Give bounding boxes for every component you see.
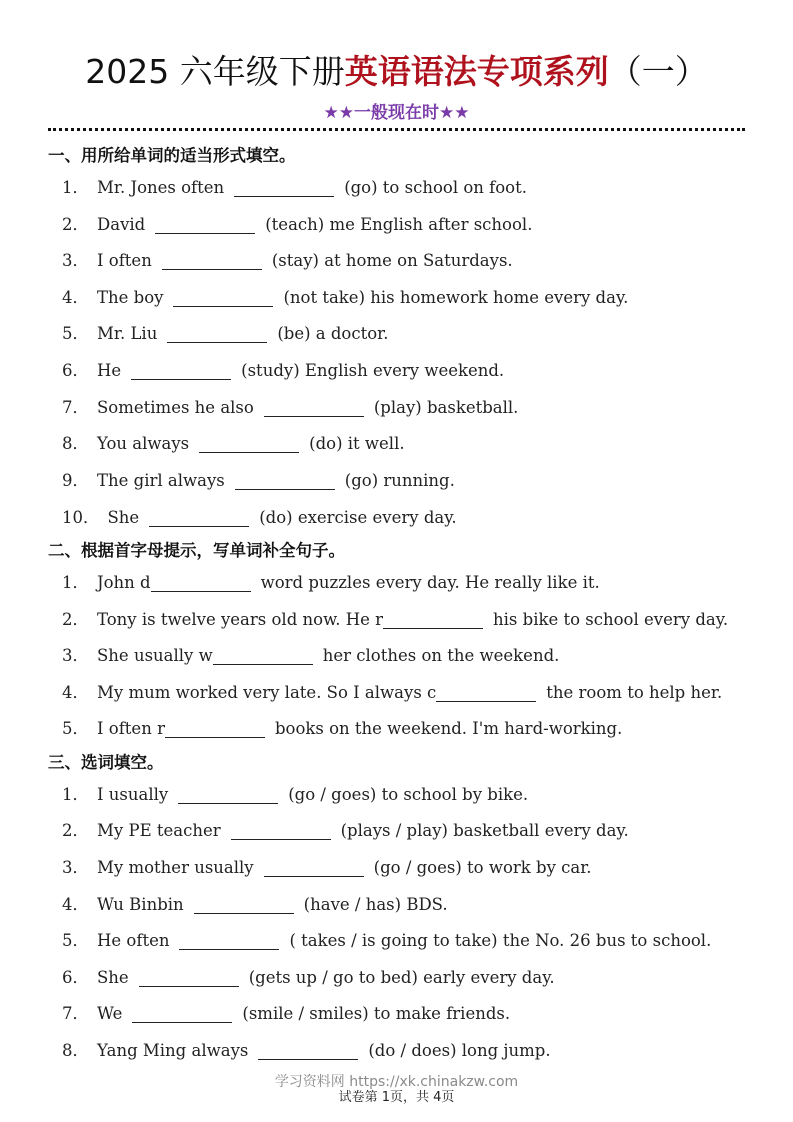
section-1-heading: 一、用所给单词的适当形式填空。	[48, 146, 296, 165]
item-number: 3．	[62, 251, 89, 270]
exercise-item	[62, 783, 528, 807]
item-text-after: his bike to school every day.	[493, 610, 729, 629]
answer-blank[interactable]	[151, 590, 251, 592]
answer-blank[interactable]	[165, 736, 265, 738]
item-text-after: her clothes on the weekend.	[322, 646, 560, 665]
answer-blank[interactable]	[213, 663, 313, 665]
exercise-item	[62, 571, 600, 595]
item-number: 6．	[62, 361, 89, 380]
answer-blank[interactable]	[167, 341, 267, 343]
answer-blank[interactable]	[383, 627, 483, 629]
answer-blank[interactable]	[155, 232, 255, 234]
item-text-before: He	[97, 361, 122, 380]
title-prefix: 2025 六年级下册	[85, 52, 345, 91]
item-text-before: You always	[97, 434, 190, 453]
item-number: 2．	[62, 215, 89, 234]
page-footer: 试卷第 1页，共 4页	[338, 1090, 455, 1105]
answer-blank[interactable]	[264, 415, 364, 417]
item-number: 3．	[62, 646, 89, 665]
exercise-item	[62, 432, 405, 456]
item-text-after: (smile / smiles) to make friends.	[242, 1004, 511, 1023]
item-number: 1．	[62, 573, 89, 592]
item-text-after: (go) to school on foot.	[344, 178, 527, 197]
item-text-after: (have / has) BDS.	[303, 895, 448, 914]
exercise-item	[62, 717, 622, 741]
exercise-item	[62, 176, 527, 200]
exercise-item	[62, 1002, 510, 1026]
item-text-after: (go / goes) to work by car.	[373, 858, 592, 877]
exercise-item	[62, 681, 722, 705]
item-number: 5．	[62, 719, 89, 738]
exercise-item	[62, 608, 728, 632]
item-text-after: (stay) at home on Saturdays.	[271, 251, 513, 270]
item-text-before: Mr. Jones often	[97, 178, 225, 197]
answer-blank[interactable]	[231, 838, 331, 840]
item-text-after: (go / goes) to school by bike.	[288, 785, 529, 804]
exercise-item	[62, 286, 628, 310]
item-text-before: Yang Ming always	[97, 1041, 249, 1060]
answer-blank[interactable]	[178, 802, 278, 804]
item-number: 4．	[62, 895, 89, 914]
item-text-after: (teach) me English after school.	[265, 215, 533, 234]
item-text-before: My mother usually	[97, 858, 254, 877]
exercise-item	[62, 1039, 551, 1063]
exercise-item	[62, 506, 457, 530]
item-number: 6．	[62, 968, 89, 987]
answer-blank[interactable]	[131, 378, 231, 380]
exercise-item	[62, 644, 559, 668]
item-text-after: (play) basketball.	[373, 398, 519, 417]
item-text-before: She	[107, 508, 140, 527]
item-text-before: She usually w	[97, 646, 213, 665]
item-text-after: the room to help her.	[546, 683, 723, 702]
answer-blank[interactable]	[173, 305, 273, 307]
page-title	[0, 50, 793, 94]
answer-blank[interactable]	[235, 488, 335, 490]
item-text-before: Sometimes he also	[97, 398, 254, 417]
exercise-item	[62, 359, 504, 383]
item-text-before: We	[97, 1004, 123, 1023]
exercise-item	[62, 856, 592, 880]
item-text-before: He often	[97, 931, 170, 950]
exercise-item	[62, 396, 518, 420]
item-text-before: John d	[97, 573, 151, 592]
exercise-item	[62, 249, 513, 273]
answer-blank[interactable]	[436, 700, 536, 702]
item-text-after: (do) it well.	[309, 434, 405, 453]
item-number: 4．	[62, 683, 89, 702]
page-subtitle: ★★一般现在时★★	[323, 103, 470, 123]
answer-blank[interactable]	[194, 912, 294, 914]
item-text-before: I often	[97, 251, 152, 270]
dotted-divider	[48, 128, 745, 131]
answer-blank[interactable]	[149, 525, 249, 527]
item-text-before: The boy	[97, 288, 164, 307]
item-text-before: The girl always	[97, 471, 225, 490]
answer-blank[interactable]	[234, 195, 334, 197]
title-suffix: （一）	[608, 52, 708, 91]
item-text-after: (not take) his homework home every day.	[283, 288, 629, 307]
item-text-after: word puzzles every day. He really like it.	[260, 573, 600, 592]
item-number: 2．	[62, 610, 89, 629]
item-text-after: (plays / play) basketball every day.	[340, 821, 629, 840]
exercise-item	[62, 213, 532, 237]
item-number: 10．	[62, 508, 100, 527]
item-text-before: Tony is twelve years old now. He r	[97, 610, 384, 629]
exercise-item	[62, 893, 448, 917]
exercise-item	[62, 966, 555, 990]
item-number: 5．	[62, 931, 89, 950]
section-2-heading: 二、根据首字母提示，写单词补全句子。	[48, 541, 345, 560]
item-text-after: (study) English every weekend.	[241, 361, 505, 380]
item-text-before: Mr. Liu	[97, 324, 158, 343]
item-text-after: (gets up / go to bed) early every day.	[248, 968, 555, 987]
item-text-after: (do) exercise every day.	[259, 508, 457, 527]
item-text-before: David	[97, 215, 146, 234]
item-number: 5．	[62, 324, 89, 343]
item-text-after: (do / does) long jump.	[368, 1041, 551, 1060]
item-text-after: books on the weekend. I'm hard-working.	[274, 719, 623, 738]
item-number: 4．	[62, 288, 89, 307]
answer-blank[interactable]	[199, 451, 299, 453]
watermark-text: 学习资料网 https://xk.chinakzw.com	[274, 1074, 519, 1090]
answer-blank[interactable]	[162, 268, 262, 270]
answer-blank[interactable]	[258, 1058, 358, 1060]
item-number: 9．	[62, 471, 89, 490]
answer-blank[interactable]	[132, 1021, 232, 1023]
item-text-before: Wu Binbin	[97, 895, 184, 914]
item-number: 3．	[62, 858, 89, 877]
title-highlight: 英语语法专项系列	[344, 52, 609, 91]
item-number: 8．	[62, 434, 89, 453]
item-number: 7．	[62, 1004, 89, 1023]
exercise-item	[62, 322, 388, 346]
section-3-heading: 三、选词填空。	[48, 753, 164, 772]
answer-blank[interactable]	[139, 985, 239, 987]
item-number: 2．	[62, 821, 89, 840]
item-number: 1．	[62, 178, 89, 197]
item-text-before: My PE teacher	[97, 821, 221, 840]
item-number: 1．	[62, 785, 89, 804]
item-text-before: I often r	[97, 719, 165, 738]
exercise-item	[62, 819, 629, 843]
item-number: 7．	[62, 398, 89, 417]
exercise-item	[62, 929, 711, 953]
item-text-before: I usually	[97, 785, 169, 804]
item-text-after: (go) running.	[344, 471, 455, 490]
exercise-item	[62, 469, 455, 493]
answer-blank[interactable]	[179, 948, 279, 950]
item-text-after: (be) a doctor.	[277, 324, 389, 343]
item-number: 8．	[62, 1041, 89, 1060]
answer-blank[interactable]	[264, 875, 364, 877]
item-text-before: She	[97, 968, 129, 987]
item-text-before: My mum worked very late. So I always c	[97, 683, 437, 702]
item-text-after: ( takes / is going to take) the No. 26 bus to school.	[289, 931, 712, 950]
